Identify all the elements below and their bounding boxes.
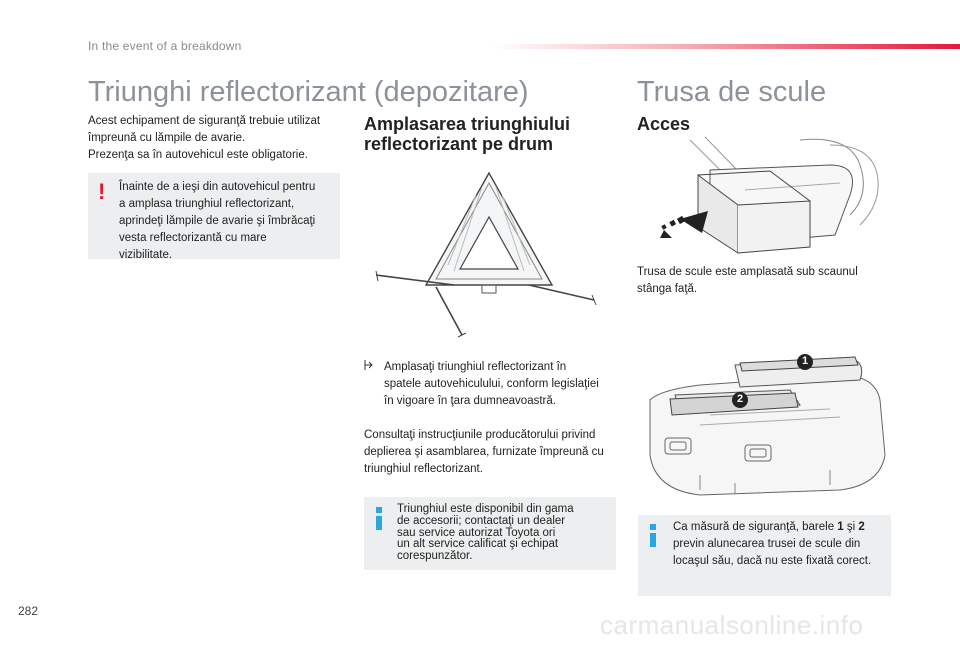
page-number: 282 bbox=[18, 604, 39, 618]
consult-text bbox=[364, 427, 624, 478]
consult-line: Consultaţi instrucţiunile producătorului privind bbox=[364, 429, 596, 441]
callout-1-label: 1 bbox=[801, 355, 809, 367]
right-heading: Acces bbox=[637, 114, 691, 134]
info-line: previn alunecarea trusei de scule din bbox=[673, 538, 861, 550]
info-bold-1: 1 bbox=[837, 521, 844, 533]
info-line bbox=[673, 519, 888, 536]
callout-2-label: 2 bbox=[736, 393, 744, 405]
bullet-line: în vigoare în ţara dumneavoastră. bbox=[384, 395, 556, 407]
warning-triangle-illustration bbox=[364, 165, 614, 345]
warning-line: vesta reflectorizantă cu mare bbox=[119, 232, 267, 244]
info-bold-2: 2 bbox=[858, 521, 865, 533]
header-accent-bar bbox=[490, 44, 960, 49]
middle-bullet bbox=[364, 359, 624, 410]
intro-line: Prezenţa sa în autovehicul este obligatorie. bbox=[88, 149, 308, 161]
bullet-line: Amplasaţi triunghiul reflectorizant în bbox=[384, 361, 567, 373]
intro-line: împreună cu lămpile de avarie. bbox=[88, 132, 246, 144]
consult-line: deplierea şi asamblarea, furnizate împreună cu bbox=[364, 446, 604, 458]
heading-line: reflectorizant pe drum bbox=[364, 134, 554, 154]
toolkit-tray-illustration bbox=[640, 345, 890, 500]
warning-line: a amplasa triunghiul reflectorizant, bbox=[119, 198, 295, 210]
info-fragment: şi bbox=[846, 521, 856, 533]
bullet-arrow-icon bbox=[364, 359, 374, 377]
heading-line: Amplasarea triunghiului bbox=[364, 114, 571, 134]
left-intro bbox=[88, 113, 348, 164]
middle-info-box bbox=[364, 497, 616, 570]
info-text bbox=[673, 519, 888, 570]
toolkit-caption bbox=[637, 264, 897, 298]
section-header: In the event of a breakdown bbox=[88, 39, 242, 53]
warning-line: aprindeţi lămpile de avarie şi îmbrăcaţi bbox=[119, 215, 316, 227]
warning-text bbox=[119, 179, 339, 264]
info-line: Triunghiul este disponibil din gama bbox=[397, 503, 574, 515]
info-line: corespunzător. bbox=[397, 550, 473, 563]
consult-line: triunghiul reflectorizant. bbox=[364, 463, 483, 475]
info-fragment: Ca măsură de siguranţă, barele bbox=[673, 521, 835, 533]
info-line: de accesorii; contactaţi un dealer bbox=[397, 514, 566, 527]
warning-box bbox=[88, 173, 340, 259]
warning-icon: ! bbox=[98, 179, 106, 204]
info-icon bbox=[375, 507, 383, 529]
intro-line: Acest echipament de siguranţă trebuie utilizat bbox=[88, 115, 321, 127]
warning-line: Înainte de a ieşi din autovehicul pentru bbox=[119, 181, 316, 193]
info-line: un alt service calificat şi echipat bbox=[397, 538, 559, 551]
caption-line: stânga faţă. bbox=[637, 283, 698, 295]
info-line: locaşul său, dacă nu este fixată corect. bbox=[673, 555, 872, 567]
bullet-line: spatele autovehiculului, conform legislaţiei bbox=[384, 378, 599, 390]
warning-line: vizibilitate. bbox=[119, 249, 173, 261]
right-info-box bbox=[638, 515, 891, 596]
middle-heading bbox=[364, 114, 614, 154]
watermark: carmanualsonline.info bbox=[600, 610, 864, 640]
info-line: sau service autorizat Toyota ori bbox=[397, 526, 556, 539]
info-text bbox=[397, 504, 612, 563]
left-title: Triunghi reflectorizant (depozitare) bbox=[88, 76, 529, 108]
info-icon bbox=[649, 524, 657, 546]
right-title: Trusa de scule bbox=[637, 76, 827, 108]
bullet-text bbox=[364, 359, 624, 410]
seat-access-illustration bbox=[650, 135, 890, 260]
caption-line: Trusa de scule este amplasată sub scaunul bbox=[637, 266, 858, 278]
